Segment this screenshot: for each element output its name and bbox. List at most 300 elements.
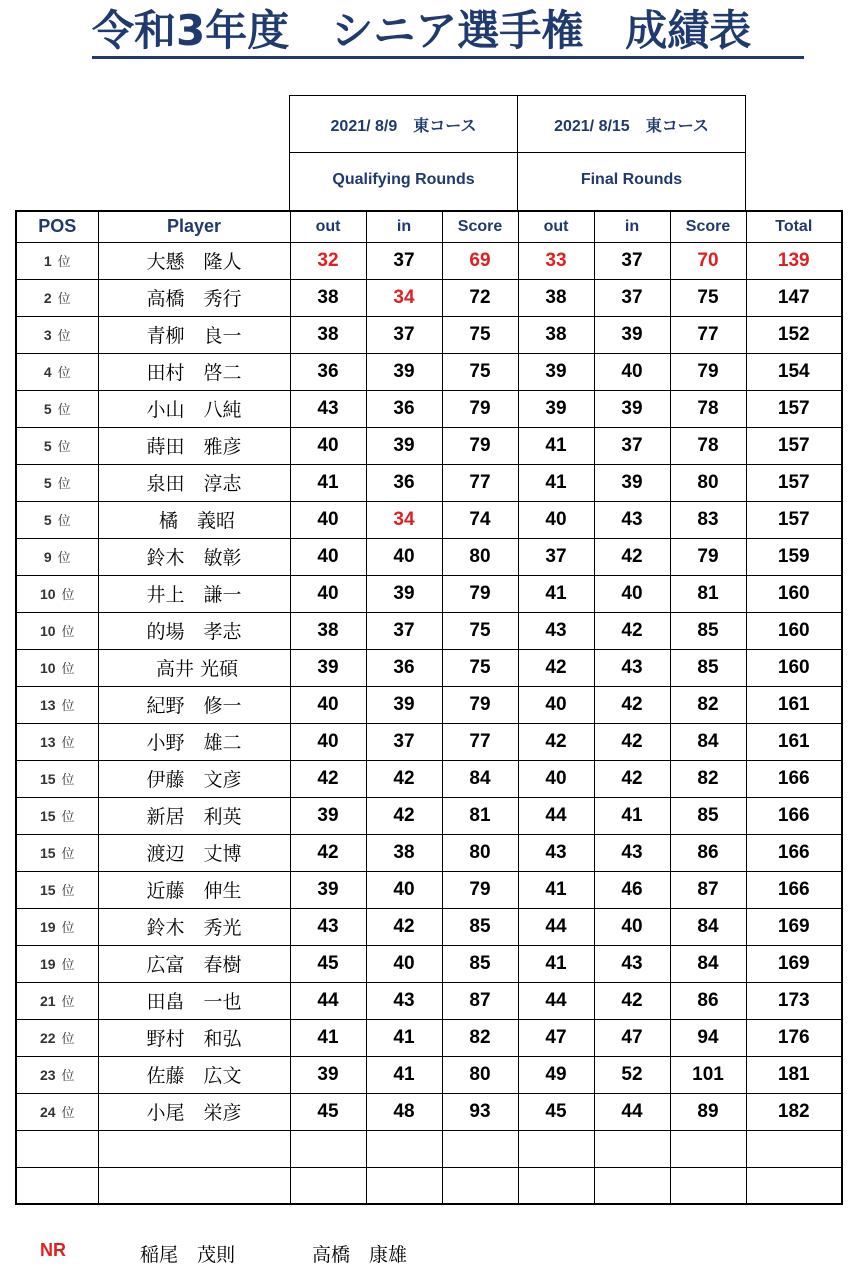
score-q-score: 75 bbox=[442, 612, 518, 649]
score-q-out: 41 bbox=[290, 1019, 366, 1056]
score-q-in: 39 bbox=[366, 686, 442, 723]
score-q-out: 38 bbox=[290, 279, 366, 316]
score-total: 169 bbox=[746, 945, 842, 982]
table-row bbox=[16, 464, 842, 501]
score-q-in: 37 bbox=[366, 612, 442, 649]
score-q-in: 37 bbox=[366, 316, 442, 353]
rank-suffix: 位 bbox=[61, 1105, 75, 1120]
col-qualifying-out: out bbox=[290, 211, 366, 242]
score-f-out: 49 bbox=[518, 1056, 594, 1093]
score-q-out: 39 bbox=[290, 649, 366, 686]
score-f-score: 79 bbox=[670, 538, 746, 575]
score-total: 157 bbox=[746, 427, 842, 464]
player-name: 広富 春樹 bbox=[98, 945, 290, 982]
score-total: 139 bbox=[746, 242, 842, 279]
score-f-in: 44 bbox=[594, 1093, 670, 1130]
score-f-score: 78 bbox=[670, 427, 746, 464]
empty-row bbox=[16, 1130, 842, 1167]
rank-suffix: 位 bbox=[61, 1031, 75, 1046]
empty-cell bbox=[366, 1167, 442, 1204]
rank-number: 19 bbox=[39, 956, 56, 972]
score-f-in: 37 bbox=[594, 242, 670, 279]
player-name: 近藤 伸生 bbox=[98, 871, 290, 908]
score-f-out: 42 bbox=[518, 723, 594, 760]
score-q-score: 85 bbox=[442, 908, 518, 945]
rank-suffix: 位 bbox=[61, 883, 75, 898]
score-f-in: 40 bbox=[594, 353, 670, 390]
score-q-out: 38 bbox=[290, 316, 366, 353]
rank-number: 10 bbox=[39, 586, 56, 602]
empty-cell bbox=[746, 1130, 842, 1167]
table-row bbox=[16, 1093, 842, 1130]
score-f-out: 43 bbox=[518, 612, 594, 649]
rank-suffix: 位 bbox=[57, 439, 71, 454]
rank-number: 23 bbox=[39, 1067, 56, 1083]
score-f-in: 37 bbox=[594, 279, 670, 316]
score-f-in: 39 bbox=[594, 390, 670, 427]
score-q-in: 40 bbox=[366, 945, 442, 982]
rank-suffix: 位 bbox=[61, 587, 75, 602]
rank-number: 15 bbox=[39, 845, 56, 861]
rank-cell bbox=[16, 723, 98, 760]
rank-number: 21 bbox=[39, 993, 56, 1009]
rank-cell bbox=[16, 1093, 98, 1130]
rank-number: 22 bbox=[39, 1030, 56, 1046]
score-q-out: 42 bbox=[290, 760, 366, 797]
rank-suffix: 位 bbox=[61, 698, 75, 713]
rank-suffix: 位 bbox=[61, 661, 75, 676]
score-q-score: 77 bbox=[442, 723, 518, 760]
score-f-in: 39 bbox=[594, 316, 670, 353]
rank-cell bbox=[16, 612, 98, 649]
table-row bbox=[16, 871, 842, 908]
table-row bbox=[16, 649, 842, 686]
page-title: 令和3年度 シニア選手権 成績表 bbox=[92, 6, 752, 55]
score-q-out: 40 bbox=[290, 538, 366, 575]
score-f-out: 40 bbox=[518, 760, 594, 797]
score-total: 160 bbox=[746, 612, 842, 649]
table-row bbox=[16, 575, 842, 612]
col-total: Total bbox=[746, 211, 842, 242]
table-row bbox=[16, 501, 842, 538]
score-f-in: 39 bbox=[594, 464, 670, 501]
score-q-in: 40 bbox=[366, 871, 442, 908]
table-row bbox=[16, 353, 842, 390]
score-q-in: 41 bbox=[366, 1019, 442, 1056]
score-f-in: 37 bbox=[594, 427, 670, 464]
empty-cell bbox=[366, 1130, 442, 1167]
score-f-out: 44 bbox=[518, 982, 594, 1019]
score-q-score: 74 bbox=[442, 501, 518, 538]
results-table bbox=[15, 210, 843, 1205]
rank-suffix: 位 bbox=[61, 920, 75, 935]
score-f-out: 42 bbox=[518, 649, 594, 686]
score-q-score: 77 bbox=[442, 464, 518, 501]
rank-cell bbox=[16, 390, 98, 427]
score-q-in: 43 bbox=[366, 982, 442, 1019]
score-q-in: 48 bbox=[366, 1093, 442, 1130]
rank-suffix: 位 bbox=[57, 402, 71, 417]
score-total: 161 bbox=[746, 723, 842, 760]
score-q-out: 38 bbox=[290, 612, 366, 649]
score-f-out: 33 bbox=[518, 242, 594, 279]
score-q-out: 40 bbox=[290, 723, 366, 760]
player-name: 伊藤 文彦 bbox=[98, 760, 290, 797]
player-name: 高井 光碩 bbox=[98, 649, 290, 686]
score-f-in: 46 bbox=[594, 871, 670, 908]
score-q-in: 42 bbox=[366, 797, 442, 834]
rank-suffix: 位 bbox=[57, 476, 71, 491]
rank-cell bbox=[16, 242, 98, 279]
rank-suffix: 位 bbox=[57, 328, 71, 343]
score-f-score: 83 bbox=[670, 501, 746, 538]
score-q-out: 44 bbox=[290, 982, 366, 1019]
score-f-out: 45 bbox=[518, 1093, 594, 1130]
score-q-out: 32 bbox=[290, 242, 366, 279]
score-q-in: 39 bbox=[366, 353, 442, 390]
player-name: 新居 利英 bbox=[98, 797, 290, 834]
final-label: Final Rounds bbox=[580, 171, 683, 188]
score-f-in: 43 bbox=[594, 834, 670, 871]
empty-cell bbox=[670, 1167, 746, 1204]
table-row bbox=[16, 686, 842, 723]
empty-cell bbox=[290, 1167, 366, 1204]
table-header-row bbox=[16, 211, 842, 242]
rank-suffix: 位 bbox=[61, 624, 75, 639]
score-f-score: 77 bbox=[670, 316, 746, 353]
score-f-score: 85 bbox=[670, 649, 746, 686]
score-f-out: 41 bbox=[518, 427, 594, 464]
empty-cell bbox=[98, 1167, 290, 1204]
score-q-in: 39 bbox=[366, 575, 442, 612]
table-row bbox=[16, 1056, 842, 1093]
score-q-in: 38 bbox=[366, 834, 442, 871]
rank-number: 10 bbox=[39, 660, 56, 676]
score-total: 147 bbox=[746, 279, 842, 316]
score-q-score: 87 bbox=[442, 982, 518, 1019]
player-name: 佐藤 広文 bbox=[98, 1056, 290, 1093]
col-final-score: Score bbox=[670, 211, 746, 242]
score-f-in: 43 bbox=[594, 649, 670, 686]
score-q-score: 79 bbox=[442, 871, 518, 908]
score-f-out: 37 bbox=[518, 538, 594, 575]
rank-number: 15 bbox=[39, 808, 56, 824]
empty-cell bbox=[290, 1130, 366, 1167]
qualifying-label: Qualifying Rounds bbox=[332, 171, 475, 188]
score-f-score: 87 bbox=[670, 871, 746, 908]
player-name: 小尾 栄彦 bbox=[98, 1093, 290, 1130]
table-row bbox=[16, 279, 842, 316]
table-row bbox=[16, 945, 842, 982]
score-f-in: 41 bbox=[594, 797, 670, 834]
score-q-in: 42 bbox=[366, 760, 442, 797]
score-f-in: 43 bbox=[594, 945, 670, 982]
score-f-score: 86 bbox=[670, 834, 746, 871]
score-total: 160 bbox=[746, 575, 842, 612]
empty-cell bbox=[442, 1130, 518, 1167]
score-total: 157 bbox=[746, 464, 842, 501]
score-q-score: 79 bbox=[442, 686, 518, 723]
rank-cell bbox=[16, 1019, 98, 1056]
empty-cell bbox=[98, 1130, 290, 1167]
col-qualifying-score: Score bbox=[442, 211, 518, 242]
score-total: 176 bbox=[746, 1019, 842, 1056]
player-name: 渡辺 丈博 bbox=[98, 834, 290, 871]
score-f-in: 52 bbox=[594, 1056, 670, 1093]
score-q-score: 75 bbox=[442, 316, 518, 353]
score-q-score: 79 bbox=[442, 575, 518, 612]
rank-cell bbox=[16, 834, 98, 871]
score-q-score: 84 bbox=[442, 760, 518, 797]
rank-suffix: 位 bbox=[57, 365, 71, 380]
rank-cell bbox=[16, 316, 98, 353]
score-f-out: 44 bbox=[518, 908, 594, 945]
score-q-out: 39 bbox=[290, 797, 366, 834]
title-underline bbox=[92, 56, 804, 59]
score-q-in: 37 bbox=[366, 242, 442, 279]
score-f-out: 38 bbox=[518, 279, 594, 316]
score-f-score: 85 bbox=[670, 797, 746, 834]
score-f-out: 47 bbox=[518, 1019, 594, 1056]
score-f-in: 42 bbox=[594, 723, 670, 760]
score-total: 182 bbox=[746, 1093, 842, 1130]
rank-number: 19 bbox=[39, 919, 56, 935]
rank-number: 4 bbox=[43, 364, 52, 380]
score-f-out: 40 bbox=[518, 686, 594, 723]
score-q-out: 40 bbox=[290, 427, 366, 464]
rank-cell bbox=[16, 501, 98, 538]
rank-cell bbox=[16, 945, 98, 982]
score-f-out: 43 bbox=[518, 834, 594, 871]
nr-player: 稲尾 茂則 bbox=[140, 1244, 236, 1266]
rank-number: 13 bbox=[39, 697, 56, 713]
player-name: 高橋 秀行 bbox=[98, 279, 290, 316]
empty-cell bbox=[442, 1167, 518, 1204]
rank-number: 3 bbox=[43, 327, 52, 343]
rank-suffix: 位 bbox=[61, 994, 75, 1009]
rank-number: 10 bbox=[39, 623, 56, 639]
score-q-in: 36 bbox=[366, 464, 442, 501]
score-total: 159 bbox=[746, 538, 842, 575]
rank-number: 5 bbox=[43, 401, 52, 417]
rank-number: 24 bbox=[39, 1104, 56, 1120]
rank-cell bbox=[16, 575, 98, 612]
score-q-score: 72 bbox=[442, 279, 518, 316]
col-qualifying-in: in bbox=[366, 211, 442, 242]
rank-suffix: 位 bbox=[61, 957, 75, 972]
score-f-score: 81 bbox=[670, 575, 746, 612]
player-name: 蒔田 雅彦 bbox=[98, 427, 290, 464]
rank-number: 5 bbox=[43, 512, 52, 528]
rank-cell bbox=[16, 871, 98, 908]
score-f-score: 82 bbox=[670, 686, 746, 723]
score-f-in: 40 bbox=[594, 575, 670, 612]
score-total: 161 bbox=[746, 686, 842, 723]
score-q-in: 34 bbox=[366, 279, 442, 316]
rank-suffix: 位 bbox=[61, 1068, 75, 1083]
score-q-in: 37 bbox=[366, 723, 442, 760]
score-total: 157 bbox=[746, 390, 842, 427]
rank-cell bbox=[16, 279, 98, 316]
score-q-out: 36 bbox=[290, 353, 366, 390]
score-total: 152 bbox=[746, 316, 842, 353]
score-f-in: 42 bbox=[594, 686, 670, 723]
score-total: 166 bbox=[746, 760, 842, 797]
empty-cell bbox=[518, 1130, 594, 1167]
nr-player: 高橋 康雄 bbox=[312, 1244, 408, 1266]
score-q-out: 40 bbox=[290, 501, 366, 538]
rank-cell bbox=[16, 982, 98, 1019]
score-f-in: 43 bbox=[594, 501, 670, 538]
score-total: 166 bbox=[746, 871, 842, 908]
empty-cell bbox=[746, 1167, 842, 1204]
col-final-in: in bbox=[594, 211, 670, 242]
rank-cell bbox=[16, 1056, 98, 1093]
score-q-score: 82 bbox=[442, 1019, 518, 1056]
rank-suffix: 位 bbox=[57, 254, 71, 269]
table-row bbox=[16, 982, 842, 1019]
score-f-score: 85 bbox=[670, 612, 746, 649]
score-q-score: 69 bbox=[442, 242, 518, 279]
empty-cell bbox=[594, 1130, 670, 1167]
rank-suffix: 位 bbox=[57, 291, 71, 306]
rank-cell bbox=[16, 538, 98, 575]
rank-number: 5 bbox=[43, 475, 52, 491]
rank-suffix: 位 bbox=[61, 846, 75, 861]
empty-cell bbox=[16, 1167, 98, 1204]
empty-cell bbox=[518, 1167, 594, 1204]
score-f-out: 41 bbox=[518, 575, 594, 612]
rank-cell bbox=[16, 649, 98, 686]
score-total: 173 bbox=[746, 982, 842, 1019]
empty-cell bbox=[670, 1130, 746, 1167]
score-f-out: 40 bbox=[518, 501, 594, 538]
player-name: 井上 謙一 bbox=[98, 575, 290, 612]
player-name: 泉田 淳志 bbox=[98, 464, 290, 501]
score-q-out: 39 bbox=[290, 871, 366, 908]
score-q-out: 39 bbox=[290, 1056, 366, 1093]
score-f-score: 78 bbox=[670, 390, 746, 427]
table-row bbox=[16, 797, 842, 834]
score-f-out: 41 bbox=[518, 871, 594, 908]
col-pos: POS bbox=[16, 211, 98, 242]
rank-number: 9 bbox=[43, 549, 52, 565]
score-q-score: 79 bbox=[442, 390, 518, 427]
score-q-out: 45 bbox=[290, 1093, 366, 1130]
score-f-in: 40 bbox=[594, 908, 670, 945]
score-f-score: 70 bbox=[670, 242, 746, 279]
player-name: 田畠 一也 bbox=[98, 982, 290, 1019]
rank-suffix: 位 bbox=[61, 809, 75, 824]
rank-cell bbox=[16, 353, 98, 390]
rank-cell bbox=[16, 464, 98, 501]
score-f-in: 42 bbox=[594, 982, 670, 1019]
rank-cell bbox=[16, 760, 98, 797]
score-f-score: 79 bbox=[670, 353, 746, 390]
score-q-score: 75 bbox=[442, 353, 518, 390]
empty-cell bbox=[16, 1130, 98, 1167]
score-q-score: 80 bbox=[442, 538, 518, 575]
rank-cell bbox=[16, 797, 98, 834]
score-f-score: 86 bbox=[670, 982, 746, 1019]
player-name: 野村 和弘 bbox=[98, 1019, 290, 1056]
score-q-score: 81 bbox=[442, 797, 518, 834]
table-row bbox=[16, 834, 842, 871]
score-f-score: 89 bbox=[670, 1093, 746, 1130]
score-f-score: 84 bbox=[670, 945, 746, 982]
score-q-out: 41 bbox=[290, 464, 366, 501]
score-q-in: 40 bbox=[366, 538, 442, 575]
rank-suffix: 位 bbox=[57, 550, 71, 565]
score-total: 166 bbox=[746, 834, 842, 871]
player-name: 青柳 良一 bbox=[98, 316, 290, 353]
score-f-in: 47 bbox=[594, 1019, 670, 1056]
score-total: 169 bbox=[746, 908, 842, 945]
player-name: 鈴木 敏彰 bbox=[98, 538, 290, 575]
score-q-out: 43 bbox=[290, 908, 366, 945]
rank-number: 2 bbox=[43, 290, 52, 306]
score-q-score: 75 bbox=[442, 649, 518, 686]
score-f-score: 101 bbox=[670, 1056, 746, 1093]
score-q-score: 85 bbox=[442, 945, 518, 982]
player-name: 紀野 修一 bbox=[98, 686, 290, 723]
table-row bbox=[16, 760, 842, 797]
score-q-out: 40 bbox=[290, 686, 366, 723]
rank-number: 15 bbox=[39, 771, 56, 787]
score-q-out: 43 bbox=[290, 390, 366, 427]
score-q-in: 34 bbox=[366, 501, 442, 538]
rank-number: 13 bbox=[39, 734, 56, 750]
table-row bbox=[16, 538, 842, 575]
rank-number: 15 bbox=[39, 882, 56, 898]
score-f-score: 84 bbox=[670, 723, 746, 760]
rank-cell bbox=[16, 908, 98, 945]
table-row bbox=[16, 723, 842, 760]
col-final-out: out bbox=[518, 211, 594, 242]
table-row bbox=[16, 908, 842, 945]
score-total: 166 bbox=[746, 797, 842, 834]
score-q-out: 40 bbox=[290, 575, 366, 612]
score-q-out: 42 bbox=[290, 834, 366, 871]
rank-cell bbox=[16, 427, 98, 464]
player-name: 小野 雄二 bbox=[98, 723, 290, 760]
score-f-out: 38 bbox=[518, 316, 594, 353]
rank-cell bbox=[16, 686, 98, 723]
table-row bbox=[16, 390, 842, 427]
score-f-out: 41 bbox=[518, 464, 594, 501]
rank-suffix: 位 bbox=[57, 513, 71, 528]
score-q-in: 39 bbox=[366, 427, 442, 464]
player-name: 大懸 隆人 bbox=[98, 242, 290, 279]
rank-suffix: 位 bbox=[61, 735, 75, 750]
table-row bbox=[16, 427, 842, 464]
score-f-out: 44 bbox=[518, 797, 594, 834]
score-f-in: 42 bbox=[594, 760, 670, 797]
score-q-score: 80 bbox=[442, 1056, 518, 1093]
rank-number: 1 bbox=[43, 253, 52, 269]
player-name: 鈴木 秀光 bbox=[98, 908, 290, 945]
score-f-out: 41 bbox=[518, 945, 594, 982]
score-f-out: 39 bbox=[518, 353, 594, 390]
player-name: 的場 孝志 bbox=[98, 612, 290, 649]
score-q-score: 80 bbox=[442, 834, 518, 871]
score-q-in: 36 bbox=[366, 649, 442, 686]
player-name: 橘 義昭 bbox=[98, 501, 290, 538]
score-total: 154 bbox=[746, 353, 842, 390]
score-f-out: 39 bbox=[518, 390, 594, 427]
score-total: 181 bbox=[746, 1056, 842, 1093]
rank-suffix: 位 bbox=[61, 772, 75, 787]
